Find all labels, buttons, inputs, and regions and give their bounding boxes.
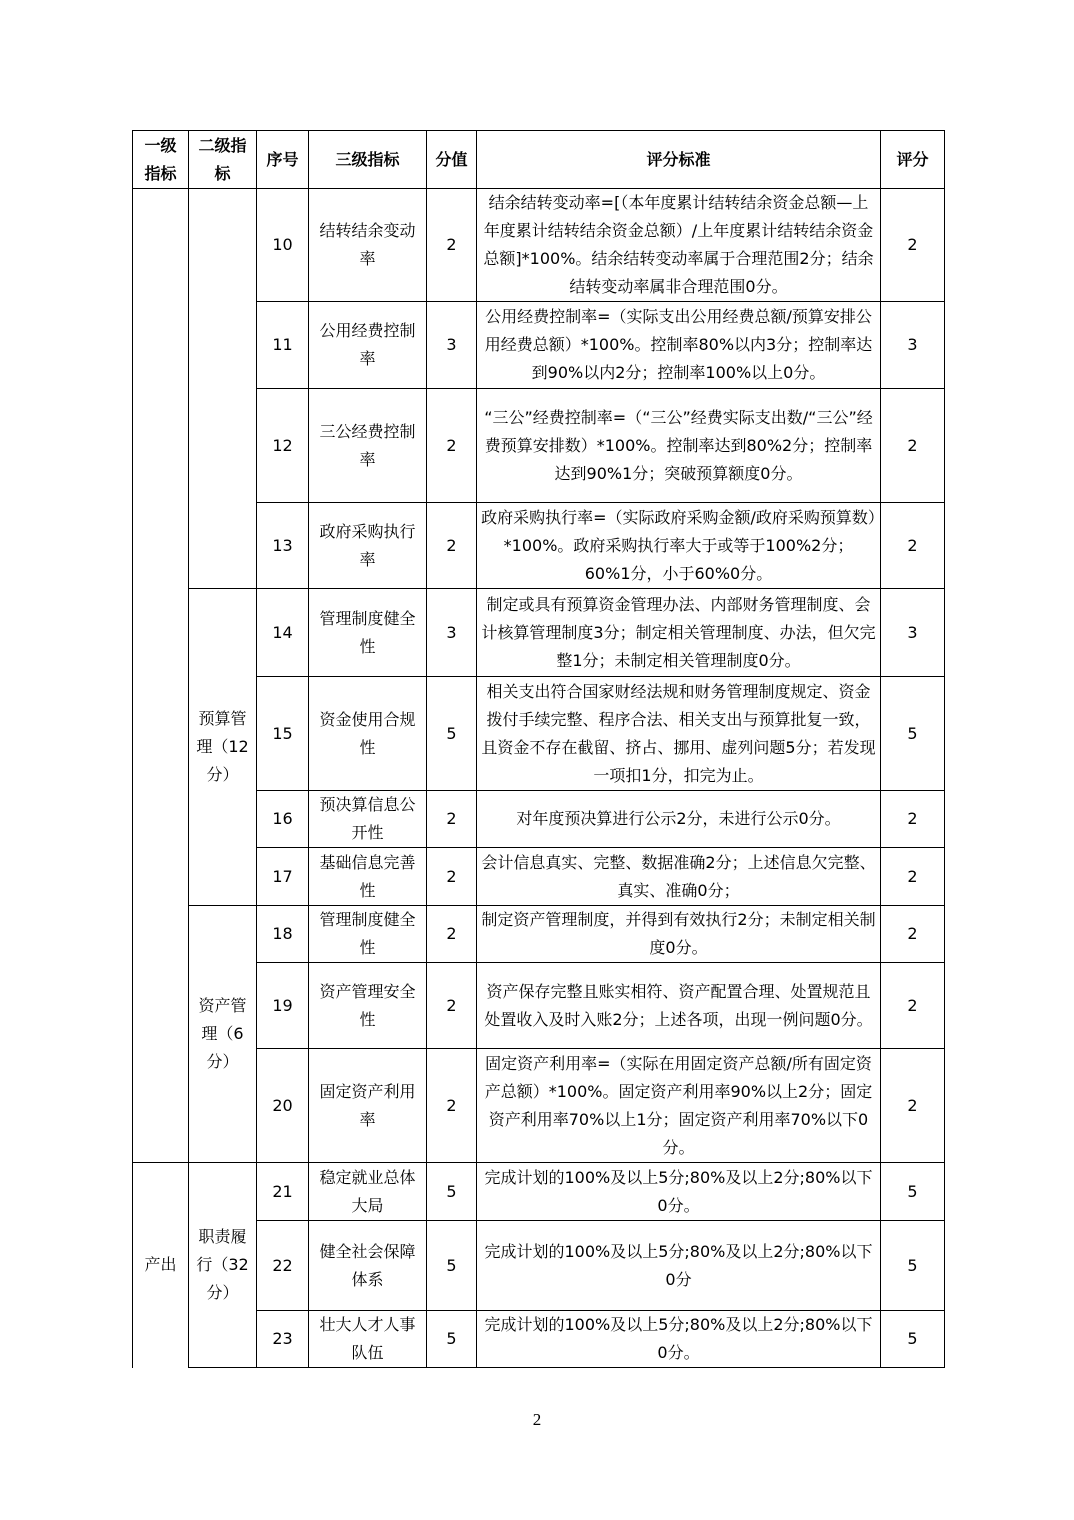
row-criteria: 资产保存完整且账实相符、资产配置合理、处置规范且处置收入及时入账2分；上述各项，出现一例问题0分。 (477, 963, 881, 1049)
header-value: 分值 (427, 131, 477, 189)
row-score: 5 (881, 1163, 945, 1221)
row-value: 2 (427, 906, 477, 963)
header-criteria: 评分标准 (477, 131, 881, 189)
row-indicator: 三公经费控制率 (309, 389, 427, 503)
row-indicator: 资金使用合规性 (309, 677, 427, 791)
row-indicator: 管理制度健全性 (309, 906, 427, 963)
row-value: 2 (427, 389, 477, 503)
row-indicator: 预决算信息公开性 (309, 791, 427, 848)
row-score: 2 (881, 848, 945, 906)
row-criteria: 政府采购执行率=（实际政府采购金额/政府采购预算数）*100%。政府采购执行率大于或等于100%2分；60%1分，小于60%0分。 (477, 503, 881, 589)
row-seq: 21 (257, 1163, 309, 1221)
row-criteria: 完成计划的100%及以上5分;80%及以上2分;80%以下0分。 (477, 1311, 881, 1368)
row-score: 3 (881, 589, 945, 677)
row-criteria: 对年度预决算进行公示2分，未进行公示0分。 (477, 791, 881, 848)
header-score: 评分 (881, 131, 945, 189)
row-seq: 23 (257, 1311, 309, 1368)
row-indicator: 政府采购执行率 (309, 503, 427, 589)
row-criteria: 相关支出符合国家财经法规和财务管理制度规定、资金拨付手续完整、程序合法、相关支出与预算批复一致，且资金不存在截留、挤占、挪用、虚列问题5分；若发现一项扣1分，扣完为止。 (477, 677, 881, 791)
row-seq: 18 (257, 906, 309, 963)
row-seq: 19 (257, 963, 309, 1049)
row-indicator: 稳定就业总体大局 (309, 1163, 427, 1221)
row-criteria: 公用经费控制率=（实际支出公用经费总额/预算安排公用经费总额）*100%。控制率80%以内3分；控制率达到90%以内2分；控制率100%以上0分。 (477, 302, 881, 389)
header-row (133, 131, 945, 189)
level2-asset-management: 资产管理（6分） (189, 906, 257, 1163)
row-value: 5 (427, 677, 477, 791)
row-score: 2 (881, 963, 945, 1049)
row-seq: 17 (257, 848, 309, 906)
row-criteria: 制定资产管理制度，并得到有效执行2分；未制定相关制度0分。 (477, 906, 881, 963)
row-score: 2 (881, 503, 945, 589)
header-level1: 一级指标 (133, 131, 189, 189)
evaluation-table (132, 130, 945, 1368)
row-value: 5 (427, 1311, 477, 1368)
row-criteria: 制定或具有预算资金管理办法、内部财务管理制度、会计核算管理制度3分；制定相关管理制度、办法，但欠完整1分；未制定相关管理制度0分。 (477, 589, 881, 677)
row-criteria: 完成计划的100%及以上5分;80%及以上2分;80%以下0分 (477, 1221, 881, 1311)
row-seq: 13 (257, 503, 309, 589)
row-seq: 15 (257, 677, 309, 791)
row-value: 2 (427, 189, 477, 302)
row-indicator: 健全社会保障体系 (309, 1221, 427, 1311)
row-indicator: 管理制度健全性 (309, 589, 427, 677)
row-indicator: 资产管理安全性 (309, 963, 427, 1049)
table-row (133, 589, 945, 677)
row-value: 2 (427, 791, 477, 848)
row-value: 2 (427, 503, 477, 589)
row-seq: 10 (257, 189, 309, 302)
row-score: 5 (881, 1311, 945, 1368)
row-value: 5 (427, 1221, 477, 1311)
level2-cell-empty (189, 189, 257, 589)
row-criteria: 结余结转变动率=[（本年度累计结转结余资金总额—上年度累计结转结余资金总额）/上年度累计结转结余资金总额]*100%。结余结转变动率属于合理范围2分；结余结转变动率属非合理范围0分。 (477, 189, 881, 302)
row-seq: 16 (257, 791, 309, 848)
level2-duty-performance: 职责履行（32分） (189, 1163, 257, 1368)
row-value: 5 (427, 1163, 477, 1221)
row-value: 3 (427, 589, 477, 677)
row-score: 2 (881, 906, 945, 963)
row-value: 2 (427, 1049, 477, 1163)
row-seq: 14 (257, 589, 309, 677)
header-level2: 二级指标 (189, 131, 257, 189)
row-value: 2 (427, 963, 477, 1049)
row-seq: 22 (257, 1221, 309, 1311)
level1-output: 产出 (133, 1163, 189, 1368)
header-level3: 三级指标 (309, 131, 427, 189)
row-seq: 12 (257, 389, 309, 503)
row-criteria: “三公”经费控制率=（“三公”经费实际支出数/“三公”经费预算安排数）*100%。控制率达到80%2分；控制率达到90%1分；突破预算额度0分。 (477, 389, 881, 503)
row-score: 2 (881, 1049, 945, 1163)
row-indicator: 壮大人才人事队伍 (309, 1311, 427, 1368)
row-score: 2 (881, 189, 945, 302)
row-value: 2 (427, 848, 477, 906)
row-indicator: 基础信息完善性 (309, 848, 427, 906)
level1-cell-empty (133, 189, 189, 1163)
row-score: 3 (881, 302, 945, 389)
row-seq: 20 (257, 1049, 309, 1163)
row-criteria: 会计信息真实、完整、数据准确2分；上述信息欠完整、真实、准确0分； (477, 848, 881, 906)
row-criteria: 固定资产利用率=（实际在用固定资产总额/所有固定资产总额）*100%。固定资产利用率90%以上2分；固定资产利用率70%以上1分；固定资产利用率70%以下0分。 (477, 1049, 881, 1163)
table-row (133, 906, 945, 963)
row-seq: 11 (257, 302, 309, 389)
level2-budget-management: 预算管理（12分） (189, 589, 257, 906)
table-row (133, 1163, 945, 1221)
row-score: 2 (881, 389, 945, 503)
header-seq: 序号 (257, 131, 309, 189)
row-indicator: 公用经费控制率 (309, 302, 427, 389)
row-indicator: 结转结余变动率 (309, 189, 427, 302)
table-row (133, 189, 945, 302)
row-score: 5 (881, 1221, 945, 1311)
row-score: 5 (881, 677, 945, 791)
row-score: 2 (881, 791, 945, 848)
page-number: 2 (532, 1410, 542, 1429)
row-criteria: 完成计划的100%及以上5分;80%及以上2分;80%以下0分。 (477, 1163, 881, 1221)
row-value: 3 (427, 302, 477, 389)
row-indicator: 固定资产利用率 (309, 1049, 427, 1163)
